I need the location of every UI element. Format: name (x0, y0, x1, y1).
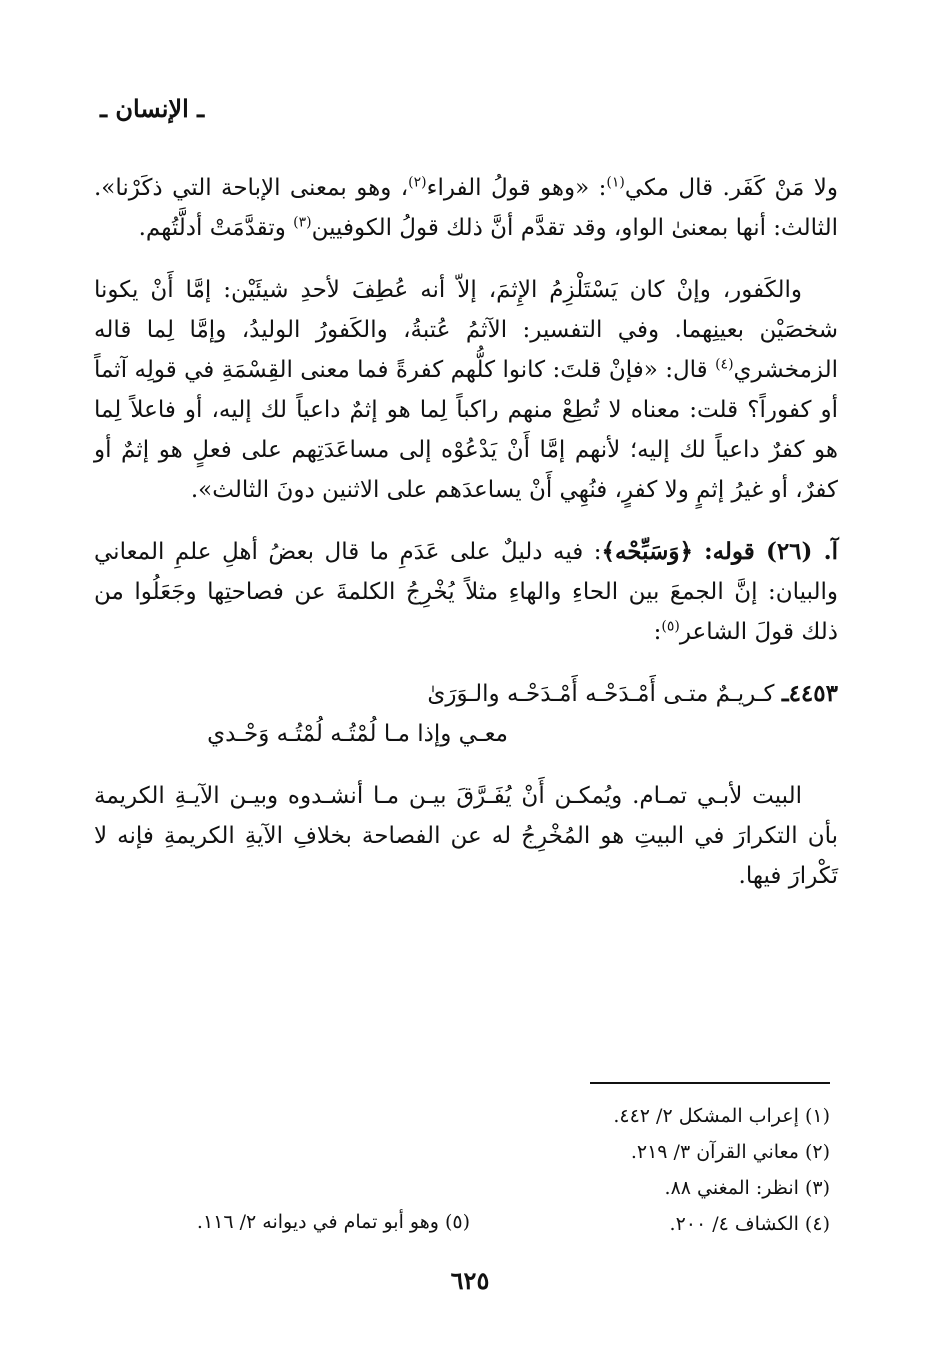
paragraph-2 (94, 270, 838, 510)
footnote-ref-3: (٣) (293, 214, 312, 231)
footnote-ref-5: (٥) (661, 618, 680, 635)
footnotes-column-left (140, 1204, 470, 1240)
paragraph-3-text-a: : فيه دليلٌ على عَدَمِ ما قال بعضُ أهلِ علمِ المعاني والبيان: إنَّ الجمعَ بين الحاءِ والهاءِ مثلاً يُخْرِجُ الكلمةَ عن فصاحتِها وجَعَلُوا من ذلك قولَ الشاعر (94, 539, 838, 645)
footnote-3: (٣) انظر: المغني ٨٨. (664, 1177, 830, 1199)
main-text (94, 168, 838, 918)
paragraph-1-text-d: وتقدَّمَتْ أدلَّتُهم. (138, 215, 294, 241)
paragraph-3 (94, 532, 838, 652)
paragraph-2-text-a: والكَفور، وإنْ كان يَسْتَلْزِمُ الإِثمَ، إلاّ أنه عُطِفَ لأحدِ شيئَيْن: إمَّا أَنْ يكونا شخصَيْن بعينِهما. وفي التفسير: الآثمُ عُتبةُ، والكَفورُ الوليدُ، وإمَّا لِما قاله الزمخشري (94, 277, 838, 383)
verse-citation: آ. (٢٦) قوله: ﴿وَسَبِّحْه﴾ (601, 538, 838, 565)
footnote-ref-2: (٢) (408, 174, 427, 191)
poetry-verse (94, 674, 838, 754)
paragraph-1-text-b: : «وهو قولُ الفراء (426, 175, 607, 201)
footnote-ref-4: (٤) (715, 356, 734, 373)
footnote-divider (590, 1082, 830, 1084)
paragraph-1-text-a: ولا مَنْ كَفَر. قال مكي (624, 175, 839, 201)
verse-line-2: معـي وإذا مـا لُمْتُـه لُمْتُـه وَحْـدي (207, 721, 508, 747)
verse-number: ٤٤٥٣ـ (781, 680, 838, 707)
footnote-4: (٤) الكشاف ٤/ ٢٠٠. (669, 1213, 830, 1235)
paragraph-3-text-b: : (653, 619, 662, 645)
footnote-5: (٥) وهو أبو تمام في ديوانه ٢/ ١١٦. (196, 1211, 470, 1233)
footnote-1: (١) إعراب المشكل ٢/ ٤٤٢. (613, 1105, 830, 1127)
running-title: ـ الإنسان ـ (100, 94, 205, 123)
paragraph-1-text-c: ، وهو بمعنى الإباحة التي ذكَرْنا». الثالث: أنها بمعنىٰ الواو، وقد تقدَّم أنَّ ذلك قولُ الكوفيين (94, 175, 838, 241)
footnote-ref-1: (١) (606, 174, 625, 191)
paragraph-1 (94, 168, 838, 248)
paragraph-4: البيت لأبـي تمـام. ويُمكـن أَنْ يُفَـرَّقَ بيـن مـا أنشـدوه وبيـن الآيـةِ الكريمة بأن التكرارَ في البيتِ هو المُخْرِجُ له عن الفصاحة بخلافِ الآيةِ الكريمةِ فإنه لا تَكْرارَ فيها. (94, 783, 838, 889)
footnote-2: (٢) معاني القرآن ٣/ ٢١٩. (630, 1141, 830, 1163)
footnotes-column-right (530, 1098, 830, 1242)
verse-line-1 (94, 674, 838, 714)
paragraph-2-text-b: قال: «فإنْ قلتَ: كانوا كلُّهم كفرةً فما معنى القِسْمَةِ في قولِه آثماً أو كفوراً؟ قلت: معناه لا تُطِعْ منهم راكباً لِما هو إثمٌ داعياً لك إليه، أو فاعلاً لِما هو كفرٌ داعياً لك إليه؛ لأنهم إمَّا أَنْ يَدْعُوْه إلى مساعَدَتِهم على فعلٍ هو إثمٌ أو كفرٌ، أو غيرُ إثمٍ ولا كفرٍ، فنُهِي أَنْ يساعدَهم على الاثنين دونَ الثالث». (94, 357, 838, 503)
page-number: ٦٢٥ (450, 1266, 490, 1295)
verse-line-1-text: كـريـمٌ متـى أَمْـدَحْـه أَمْـدَحْـه والـوَرَىٰ (427, 681, 775, 707)
